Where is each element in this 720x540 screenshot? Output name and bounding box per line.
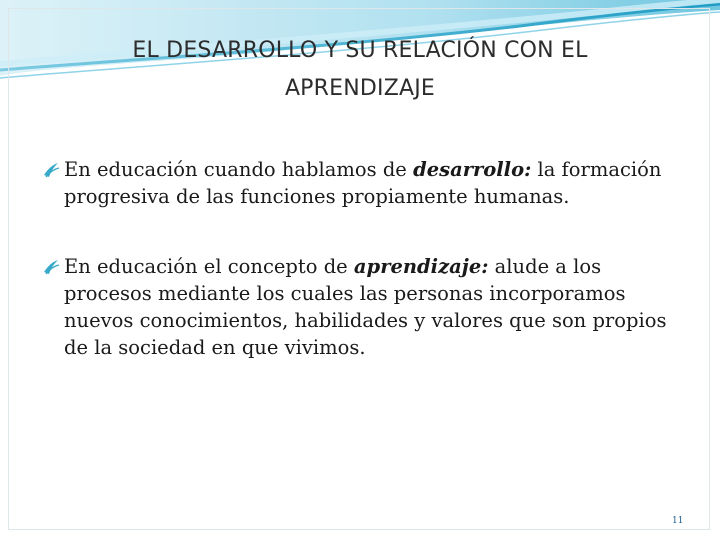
page-number: 11: [672, 516, 684, 526]
bullet-aprendizaje: [42, 253, 682, 361]
bullet-2-text-before: En educación el concepto de: [64, 255, 354, 278]
bullet-2-term: aprendizaje:: [353, 255, 489, 278]
bullet-1-text-before: En educación cuando hablamos de: [64, 158, 414, 181]
bullet-list: [42, 156, 682, 361]
swoosh-bullet-icon: [42, 159, 60, 181]
title-line-2: APRENDIZAJE: [284, 76, 436, 101]
bullet-desarrollo: [42, 156, 682, 210]
swoosh-bullet-icon: [42, 256, 60, 278]
slide-title: [60, 32, 660, 108]
bullet-1-text-after: la formación progresiva de las funciones propiamente humanas.: [64, 158, 662, 208]
title-line-1: EL DESARROLLO Y SU RELACIÓN CON EL: [132, 38, 588, 63]
bullet-1-term: desarrollo:: [413, 158, 532, 181]
bullet-2-text-after: alude a los procesos mediante los cuales las personas incorporamos nuevos conocimientos, habilidades y valores que son propios de la sociedad en que vivimos.: [64, 255, 667, 359]
